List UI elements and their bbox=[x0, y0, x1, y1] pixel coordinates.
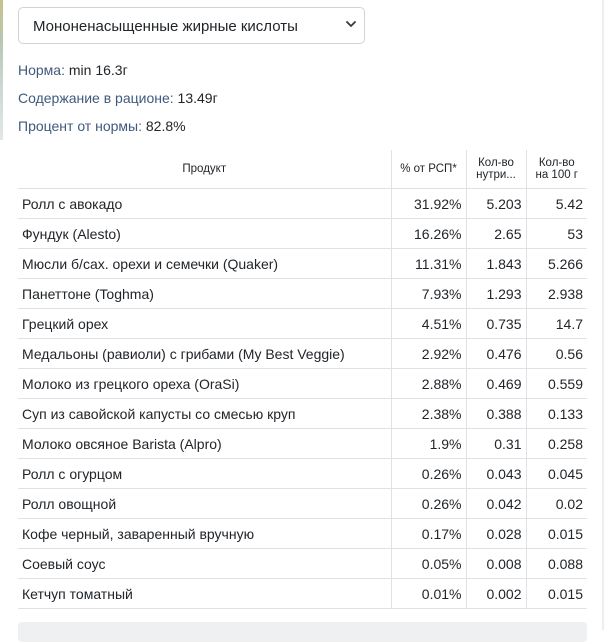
quantity-cell: 0.002 bbox=[466, 579, 526, 609]
content-label: Содержание в рационе: bbox=[18, 90, 174, 106]
percent-cell: 2.88% bbox=[391, 369, 466, 399]
table-row bbox=[18, 369, 587, 399]
quantity-cell: 0.31 bbox=[466, 429, 526, 459]
per-100g-cell: 5.266 bbox=[526, 249, 587, 279]
percent-cell: 2.92% bbox=[391, 339, 466, 369]
quantity-cell: 0.028 bbox=[466, 519, 526, 549]
product-cell: Молоко овсяное Barista (Alpro) bbox=[18, 429, 391, 459]
bottom-panel-edge bbox=[18, 622, 587, 642]
products-table bbox=[18, 150, 587, 609]
chevron-down-icon bbox=[346, 21, 356, 28]
per-100g-cell: 0.015 bbox=[526, 519, 587, 549]
left-edge-strip bbox=[0, 0, 3, 140]
table-row bbox=[18, 189, 587, 219]
header-percent[interactable]: % от РСП* bbox=[391, 150, 466, 189]
per-100g-cell: 0.559 bbox=[526, 369, 587, 399]
quantity-cell: 0.476 bbox=[466, 339, 526, 369]
product-cell: Медальоны (равиоли) с грибами (My Best Veggie) bbox=[18, 339, 391, 369]
product-cell: Панеттоне (Toghma) bbox=[18, 279, 391, 309]
quantity-cell: 0.388 bbox=[466, 399, 526, 429]
percent-cell: 7.93% bbox=[391, 279, 466, 309]
percent-cell: 0.01% bbox=[391, 579, 466, 609]
table-row bbox=[18, 339, 587, 369]
table-row bbox=[18, 309, 587, 339]
table-row bbox=[18, 579, 587, 609]
percent-cell: 0.26% bbox=[391, 459, 466, 489]
per-100g-cell: 5.42 bbox=[526, 189, 587, 219]
quantity-cell: 1.843 bbox=[466, 249, 526, 279]
product-cell: Ролл овощной bbox=[18, 489, 391, 519]
percent-cell: 1.9% bbox=[391, 429, 466, 459]
quantity-cell: 0.008 bbox=[466, 549, 526, 579]
per-100g-cell: 0.088 bbox=[526, 549, 587, 579]
per-100g-cell: 53 bbox=[526, 219, 587, 249]
quantity-cell: 0.043 bbox=[466, 459, 526, 489]
header-quantity[interactable]: Кол-во нутри... bbox=[466, 150, 526, 189]
product-cell: Ролл с огурцом bbox=[18, 459, 391, 489]
table-row bbox=[18, 459, 587, 489]
percent-cell: 4.51% bbox=[391, 309, 466, 339]
product-cell: Ролл с авокадо bbox=[18, 189, 391, 219]
table-row bbox=[18, 429, 587, 459]
norm-label: Норма: bbox=[18, 62, 65, 78]
table-row bbox=[18, 399, 587, 429]
quantity-cell: 2.65 bbox=[466, 219, 526, 249]
percent-cell: 0.05% bbox=[391, 549, 466, 579]
per-100g-cell: 0.02 bbox=[526, 489, 587, 519]
percent-cell: 0.17% bbox=[391, 519, 466, 549]
table-row bbox=[18, 519, 587, 549]
nutrient-select-value: Мононенасыщенные жирные кислоты bbox=[33, 18, 298, 35]
table-row bbox=[18, 549, 587, 579]
nutrient-select[interactable] bbox=[18, 7, 365, 44]
per-100g-cell: 0.258 bbox=[526, 429, 587, 459]
quantity-cell: 1.293 bbox=[466, 279, 526, 309]
norm-line bbox=[18, 62, 128, 78]
table-row bbox=[18, 279, 587, 309]
percent-cell: 16.26% bbox=[391, 219, 466, 249]
product-cell: Кофе черный, заваренный вручную bbox=[18, 519, 391, 549]
header-per-100g[interactable]: Кол-во на 100 г bbox=[526, 150, 587, 189]
per-100g-cell: 2.938 bbox=[526, 279, 587, 309]
percent-cell: 0.26% bbox=[391, 489, 466, 519]
table-header-row bbox=[18, 150, 587, 189]
quantity-cell: 0.469 bbox=[466, 369, 526, 399]
product-cell: Грецкий орех bbox=[18, 309, 391, 339]
product-cell: Фундук (Alesto) bbox=[18, 219, 391, 249]
per-100g-cell: 0.045 bbox=[526, 459, 587, 489]
product-cell: Соевый соус bbox=[18, 549, 391, 579]
quantity-cell: 0.735 bbox=[466, 309, 526, 339]
table-row bbox=[18, 249, 587, 279]
norm-value: min 16.3г bbox=[68, 62, 128, 78]
product-cell: Молоко из грецкого ореха (OraSi) bbox=[18, 369, 391, 399]
percent-cell: 2.38% bbox=[391, 399, 466, 429]
percent-line bbox=[18, 118, 186, 134]
content-line bbox=[18, 90, 218, 106]
percent-value: 82.8% bbox=[145, 118, 186, 134]
product-cell: Мюсли б/сах. орехи и семечки (Quaker) bbox=[18, 249, 391, 279]
table-row bbox=[18, 219, 587, 249]
percent-cell: 31.92% bbox=[391, 189, 466, 219]
per-100g-cell: 0.015 bbox=[526, 579, 587, 609]
product-cell: Кетчуп томатный bbox=[18, 579, 391, 609]
content-value: 13.49г bbox=[177, 90, 218, 106]
product-cell: Суп из савойской капусты со смесью круп bbox=[18, 399, 391, 429]
quantity-cell: 0.042 bbox=[466, 489, 526, 519]
quantity-cell: 5.203 bbox=[466, 189, 526, 219]
header-product[interactable]: Продукт bbox=[18, 150, 391, 189]
per-100g-cell: 0.56 bbox=[526, 339, 587, 369]
percent-cell: 11.31% bbox=[391, 249, 466, 279]
per-100g-cell: 0.133 bbox=[526, 399, 587, 429]
percent-label: Процент от нормы: bbox=[18, 118, 142, 134]
per-100g-cell: 14.7 bbox=[526, 309, 587, 339]
table-row bbox=[18, 489, 587, 519]
